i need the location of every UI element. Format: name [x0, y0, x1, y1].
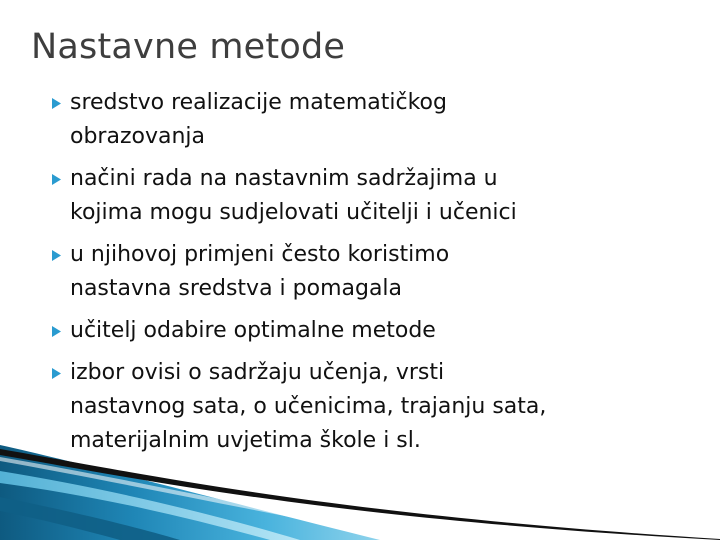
- triangle-right-icon: [52, 314, 70, 348]
- bullet-list: [52, 86, 672, 466]
- bullet-item: [52, 314, 672, 348]
- bullet-item: [52, 238, 672, 306]
- bullet-text: [70, 162, 672, 230]
- bullet-text: [70, 86, 672, 154]
- bullet-text: [70, 238, 672, 306]
- bullet-item: [52, 86, 672, 154]
- bullet-line: u njihovoj primjeni često koristimo: [70, 242, 450, 267]
- triangle-right-icon: [52, 86, 70, 120]
- bullet-line: sredstvo realizacije matematičkog: [70, 90, 447, 115]
- bullet-line: kojima mogu sudjelovati učitelji i učenici: [70, 200, 517, 225]
- bullet-line: materijalnim uvjetima škole i sl.: [70, 428, 421, 453]
- bullet-line: nastavnog sata, o učenicima, trajanju sata,: [70, 394, 547, 419]
- bullet-item: [52, 162, 672, 230]
- bullet-line: izbor ovisi o sadržaju učenja, vrsti: [70, 360, 445, 385]
- bullet-text: [70, 314, 672, 348]
- bullet-line: obrazovanja: [70, 124, 205, 149]
- triangle-right-icon: [52, 238, 70, 272]
- bullet-line: nastavna sredstva i pomagala: [70, 276, 403, 301]
- decorative-wave-graphic: [0, 445, 720, 540]
- slide-title: Nastavne metode: [31, 27, 346, 67]
- bullet-line: učitelj odabire optimalne metode: [70, 318, 436, 343]
- bullet-text: [70, 356, 672, 458]
- triangle-right-icon: [52, 356, 70, 390]
- triangle-right-icon: [52, 162, 70, 196]
- bullet-line: načini rada na nastavnim sadržajima u: [70, 166, 498, 191]
- bullet-item: [52, 356, 672, 458]
